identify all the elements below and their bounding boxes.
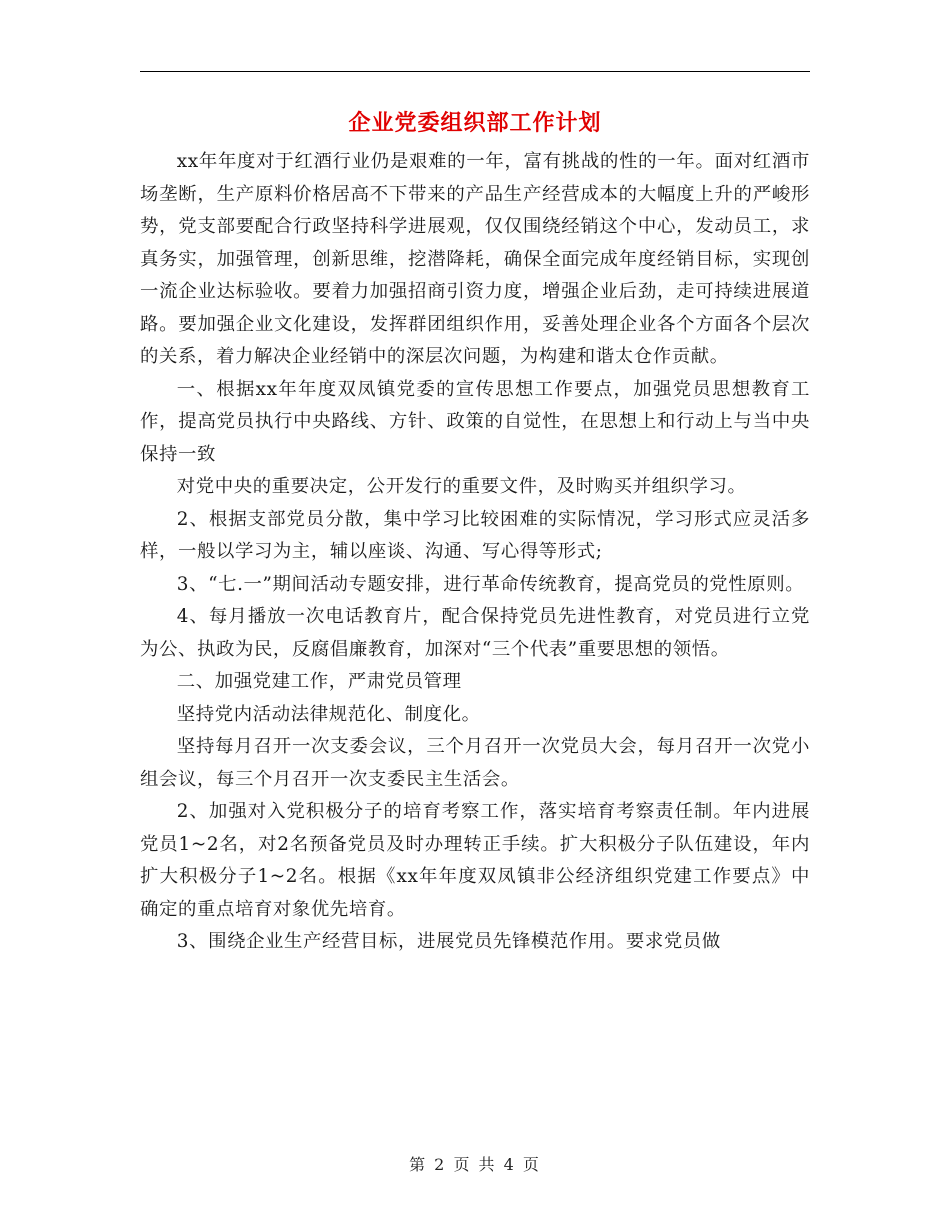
paragraph-study-documents: 对党中央的重要决定，公开发行的重要文件，及时购买并组织学习。: [176, 476, 747, 497]
page-number-footer: 第 2 页 共 4 页: [409, 1155, 541, 1174]
paragraph-item-4: 4、每月播放一次电话教育片，配合保持党员先进性教育，对党员进行立党为公、执政为民，反腐倡廉教育，加深对“三个代表”重要思想的领悟。: [140, 606, 810, 660]
paragraph-standardization: 坚持党内活动法律规范化、制度化。: [176, 703, 481, 725]
paragraph-item-2: 2、根据支部党员分散，集中学习比较困难的实际情况，学习形式应灵活多样，一般以学习为主，辅以座谈、沟通、写心得等形式;: [140, 508, 810, 562]
paragraph-section-2: 二、加强党建工作，严肃党员管理: [176, 671, 462, 692]
paragraph-item-3-vanguard: 3、围绕企业生产经营目标，进展党员先锋模范作用。要求党员做: [176, 931, 721, 952]
paragraph-meetings: 坚持每月召开一次支委会议，三个月召开一次党员大会，每月召开一次党小组会议，每三个月召开一次支委民主生活会。: [140, 736, 810, 790]
paragraph-item-3: 3、“七.一”期间活动专题安排，进行革命传统教育，提高党员的党性原则。: [176, 573, 805, 595]
document-title: 企业党委组织部工作计划: [348, 111, 602, 136]
paragraph-intro: xx年年度对于红酒行业仍是艰难的一年，富有挑战的性的一年。面对红酒市场垄断，生产原料价格居高不下带来的产品生产经营成本的大幅度上升的严峻形势，党支部要配合行政坚持科学进展观，仅仅围绕经销这个中心，发动员工，求真务实，加强管理，创新思维，挖潜降耗，确保全面完成年度经销目标，实现创一流企业达标验收。要着力加强招商引资力度，增强企业后劲，走可持续进展道路。要加强企业文化建设，发挥群团组织作用，妥善处理企业各个方面各个层次的关系，着力解决企业经销中的深层次问题，为构建和谐太仓作贡献。: [140, 151, 810, 367]
paragraph-item-2-training: 2、加强对入党积极分子的培育考察工作，落实培育考察责任制。年内进展党员1~2名，对2名预备党员及时办理转正手续。扩大积极分子队伍建设，年内扩大积极分子1~2名。根据《xx年年度双凤镇非公经济组织党建工作要点》中确定的重点培育对象优先培育。: [140, 801, 810, 920]
document-body: [140, 146, 810, 959]
paragraph-section-1: 一、根据xx年年度双凤镇党委的宣传思想工作要点，加强党员思想教育工作，提高党员执行中央路线、方针、政策的自觉性，在思想上和行动上与当中央保持一致: [140, 378, 810, 465]
header-rule: [140, 71, 810, 72]
